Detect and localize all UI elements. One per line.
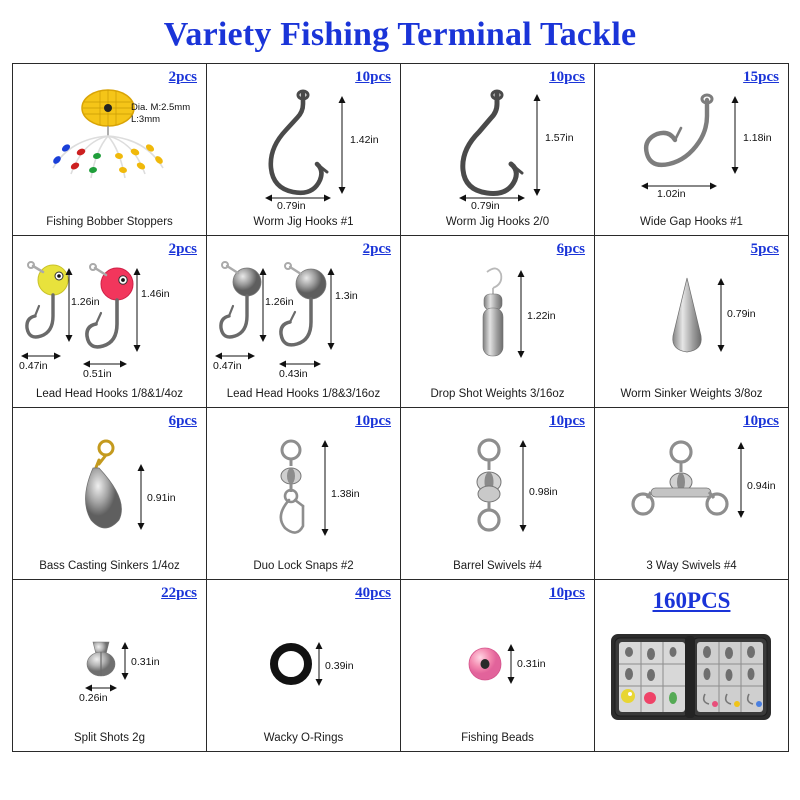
grid-cell-lead-head-hooks-colored — [13, 236, 207, 408]
dimension-label: 1.02in — [657, 188, 686, 201]
grid-cell-worm-sinker-weights — [595, 236, 789, 408]
dimension-note: L:3mm — [131, 114, 161, 126]
quantity-badge: 22pcs — [161, 585, 197, 602]
quantity-badge: 2pcs — [168, 241, 197, 258]
dimension-label: 0.47in — [213, 360, 242, 373]
item-label: Bass Casting Sinkers 1/4oz — [39, 560, 180, 573]
dimension-label: 1.38in — [331, 488, 360, 501]
split-shot-icon — [13, 602, 206, 725]
wide-gap-hook-icon — [595, 86, 788, 209]
dimension-label: 1.18in — [743, 132, 772, 145]
dimension-label: 0.43in — [279, 368, 308, 381]
dimension-label: 0.79in — [471, 200, 500, 213]
grid-cell-fishing-beads — [401, 580, 595, 752]
dimension-label: 0.51in — [83, 368, 112, 381]
dimension-label: 0.91in — [147, 492, 176, 505]
page-title: Variety Fishing Terminal Tackle — [163, 16, 637, 53]
grid-cell-drop-shot-weights — [401, 236, 595, 408]
item-label: Worm Sinker Weights 3/8oz — [620, 388, 763, 401]
product-grid — [12, 63, 789, 752]
item-label: Fishing Bobber Stoppers — [46, 216, 173, 229]
quantity-badge: 2pcs — [362, 241, 391, 258]
item-label: Wide Gap Hooks #1 — [640, 216, 743, 229]
quantity-badge: 10pcs — [549, 69, 585, 86]
dimension-label: 1.3in — [335, 290, 358, 303]
grid-cell-worm-jig-hooks-1 — [207, 64, 401, 236]
dimension-label: 0.26in — [79, 692, 108, 705]
dimension-label: 0.94in — [747, 480, 776, 493]
dimension-label: 1.22in — [527, 310, 556, 323]
duo-lock-snap-icon — [207, 430, 400, 553]
quantity-badge: 15pcs — [743, 69, 779, 86]
quantity-badge: 10pcs — [549, 585, 585, 602]
dimension-label: 1.26in — [71, 296, 100, 309]
item-label: Worm Jig Hooks #1 — [253, 216, 354, 229]
drop-shot-weight-icon — [401, 258, 594, 381]
dimension-note: Dia. M:2.5mm — [131, 102, 191, 114]
quantity-badge: 5pcs — [750, 241, 779, 258]
item-label: Lead Head Hooks 1/8&3/16oz — [226, 388, 381, 401]
dimension-label: 1.26in — [265, 296, 294, 309]
item-label: Barrel Swivels #4 — [453, 560, 542, 573]
item-label: Wacky O-Rings — [263, 732, 344, 745]
grid-cell-wide-gap-hooks-1 — [595, 64, 789, 236]
quantity-badge: 10pcs — [355, 69, 391, 86]
item-label: Drop Shot Weights 3/16oz — [430, 388, 565, 401]
item-label: Duo Lock Snaps #2 — [253, 560, 354, 573]
worm-jig-hook-icon — [207, 86, 400, 209]
quantity-badge: 2pcs — [168, 69, 197, 86]
quantity-badge: 40pcs — [355, 585, 391, 602]
grid-cell-bobber-stoppers — [13, 64, 207, 236]
grid-cell-duo-lock-snaps — [207, 408, 401, 580]
grid-cell-tackle-box — [595, 580, 789, 752]
item-label: Lead Head Hooks 1/8&1/4oz — [35, 388, 184, 401]
dimension-label: 0.31in — [131, 656, 160, 669]
dimension-label: 0.39in — [325, 660, 354, 673]
quantity-badge: 10pcs — [355, 413, 391, 430]
grid-cell-lead-head-hooks-plain — [207, 236, 401, 408]
bass-casting-sinker-icon — [13, 430, 206, 553]
dimension-label: 0.79in — [727, 308, 756, 321]
worm-jig-hook-icon — [401, 86, 594, 209]
grid-cell-3-way-swivels — [595, 408, 789, 580]
fishing-bead-icon — [401, 602, 594, 725]
tackle-box-icon — [595, 612, 788, 745]
item-label: 3 Way Swivels #4 — [646, 560, 737, 573]
grid-cell-bass-casting-sinkers — [13, 408, 207, 580]
dimension-label: 0.79in — [277, 200, 306, 213]
item-label: Fishing Beads — [461, 732, 534, 745]
grid-cell-worm-jig-hooks-2-0 — [401, 64, 595, 236]
worm-sinker-icon — [595, 258, 788, 381]
quantity-badge: 10pcs — [743, 413, 779, 430]
quantity-badge: 6pcs — [168, 413, 197, 430]
grid-cell-barrel-swivels — [401, 408, 595, 580]
dimension-label: 0.98in — [529, 486, 558, 499]
item-label: Split Shots 2g — [74, 732, 145, 745]
dimension-label: 0.47in — [19, 360, 48, 373]
barrel-swivel-icon — [401, 430, 594, 553]
grid-cell-split-shots — [13, 580, 207, 752]
item-label: Worm Jig Hooks 2/0 — [445, 216, 550, 229]
wacky-o-ring-icon — [207, 602, 400, 725]
dimension-label: 1.42in — [350, 134, 379, 147]
total-count-badge: 160PCS — [652, 588, 731, 614]
dimension-label: 0.31in — [517, 658, 546, 671]
grid-cell-wacky-o-rings — [207, 580, 401, 752]
quantity-badge: 6pcs — [556, 241, 585, 258]
dimension-label: 1.46in — [141, 288, 170, 301]
quantity-badge: 10pcs — [549, 413, 585, 430]
dimension-label: 1.57in — [545, 132, 574, 145]
